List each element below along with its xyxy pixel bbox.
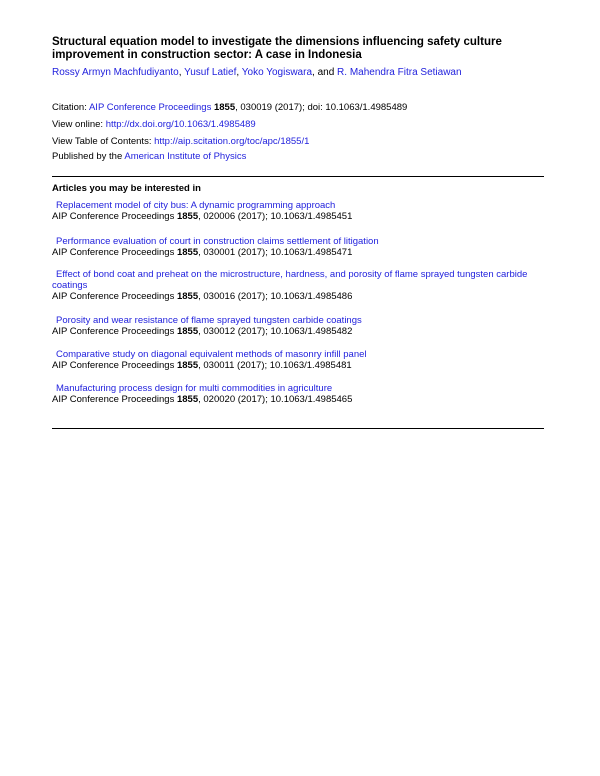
article-citation	[52, 360, 544, 372]
article-details: , 020006 (2017); 10.1063/1.4985451	[198, 211, 353, 222]
article-item	[52, 315, 544, 338]
citation-details: , 030019 (2017); doi: 10.1063/1.4985489	[235, 102, 408, 113]
toc-line	[52, 136, 309, 148]
toc-link[interactable]: http://aip.scitation.org/toc/apc/1855/1	[154, 136, 310, 147]
author-separator: , and	[312, 67, 338, 78]
citation-line	[52, 102, 407, 114]
journal-link[interactable]: AIP Conference Proceedings	[88, 102, 212, 113]
article-journal: AIP Conference Proceedings	[52, 326, 177, 337]
article-journal: AIP Conference Proceedings	[52, 360, 177, 371]
article-volume: 1855	[176, 211, 199, 222]
article-item	[52, 269, 544, 303]
article-journal: AIP Conference Proceedings	[52, 247, 177, 258]
article-volume: 1855	[176, 291, 199, 302]
article-item	[52, 383, 544, 406]
article-title-link[interactable]: Porosity and wear resistance of flame sprayed tungsten carbide coatings	[56, 315, 362, 326]
article-journal: AIP Conference Proceedings	[52, 291, 177, 302]
article-details: , 030012 (2017); 10.1063/1.4985482	[198, 326, 353, 337]
volume-number: 1855	[213, 102, 236, 113]
article-title-link[interactable]: Effect of bond coat and preheat on the microstructure, hardness, and porosity of flame sprayed tungsten carbide coatings	[52, 269, 528, 291]
article-volume: 1855	[176, 247, 199, 258]
author-link[interactable]: R. Mahendra Fitra Setiawan	[337, 67, 462, 78]
article-volume: 1855	[176, 326, 199, 337]
author-list	[52, 67, 544, 79]
publisher-link[interactable]: American Institute of Physics	[124, 151, 247, 162]
article-title-link[interactable]: Manufacturing process design for multi commodities in agriculture	[56, 383, 333, 394]
article-citation	[52, 247, 544, 259]
article-details: , 030016 (2017); 10.1063/1.4985486	[198, 291, 353, 302]
author-link[interactable]: Yusuf Latief	[184, 67, 237, 78]
author-separator: ,	[236, 67, 242, 78]
articles-heading: Articles you may be interested in	[52, 183, 201, 194]
article-journal: AIP Conference Proceedings	[52, 394, 177, 405]
article-details: , 020020 (2017); 10.1063/1.4985465	[198, 394, 353, 405]
article-title-link[interactable]: Comparative study on diagonal equivalent methods of masonry infill panel	[56, 349, 367, 360]
article-citation	[52, 291, 544, 303]
author-link[interactable]: Rossy Armyn Machfudiyanto	[52, 67, 179, 78]
author-link[interactable]: Yoko Yogiswara	[241, 67, 313, 78]
article-item	[52, 236, 544, 259]
article-citation	[52, 211, 544, 223]
article-journal: AIP Conference Proceedings	[52, 211, 177, 222]
article-title-link[interactable]: Replacement model of city bus: A dynamic programming approach	[56, 200, 336, 211]
author-separator: ,	[178, 67, 185, 78]
doi-link[interactable]: http://dx.doi.org/10.1063/1.4985489	[105, 119, 256, 130]
bottom-divider	[52, 428, 544, 429]
view-online-label: View online:	[52, 119, 106, 130]
article-title-link[interactable]: Performance evaluation of court in construction claims settlement of litigation	[56, 236, 379, 247]
toc-label: View Table of Contents:	[52, 136, 155, 147]
published-label: Published by the	[52, 151, 125, 162]
article-volume: 1855	[176, 360, 199, 371]
article-details: , 030001 (2017); 10.1063/1.4985471	[198, 247, 353, 258]
citation-label: Citation:	[52, 102, 89, 113]
publisher-line	[52, 151, 246, 163]
article-citation	[52, 394, 544, 406]
article-item	[52, 200, 544, 223]
article-citation	[52, 326, 544, 338]
view-online-line	[52, 119, 256, 131]
article-volume: 1855	[176, 394, 199, 405]
article-details: , 030011 (2017); 10.1063/1.4985481	[198, 360, 352, 371]
article-item	[52, 349, 544, 372]
paper-title: Structural equation model to investigate the dimensions influencing safety culture improvement in construction sector: A case in Indonesia	[52, 36, 502, 61]
top-divider	[52, 176, 544, 177]
